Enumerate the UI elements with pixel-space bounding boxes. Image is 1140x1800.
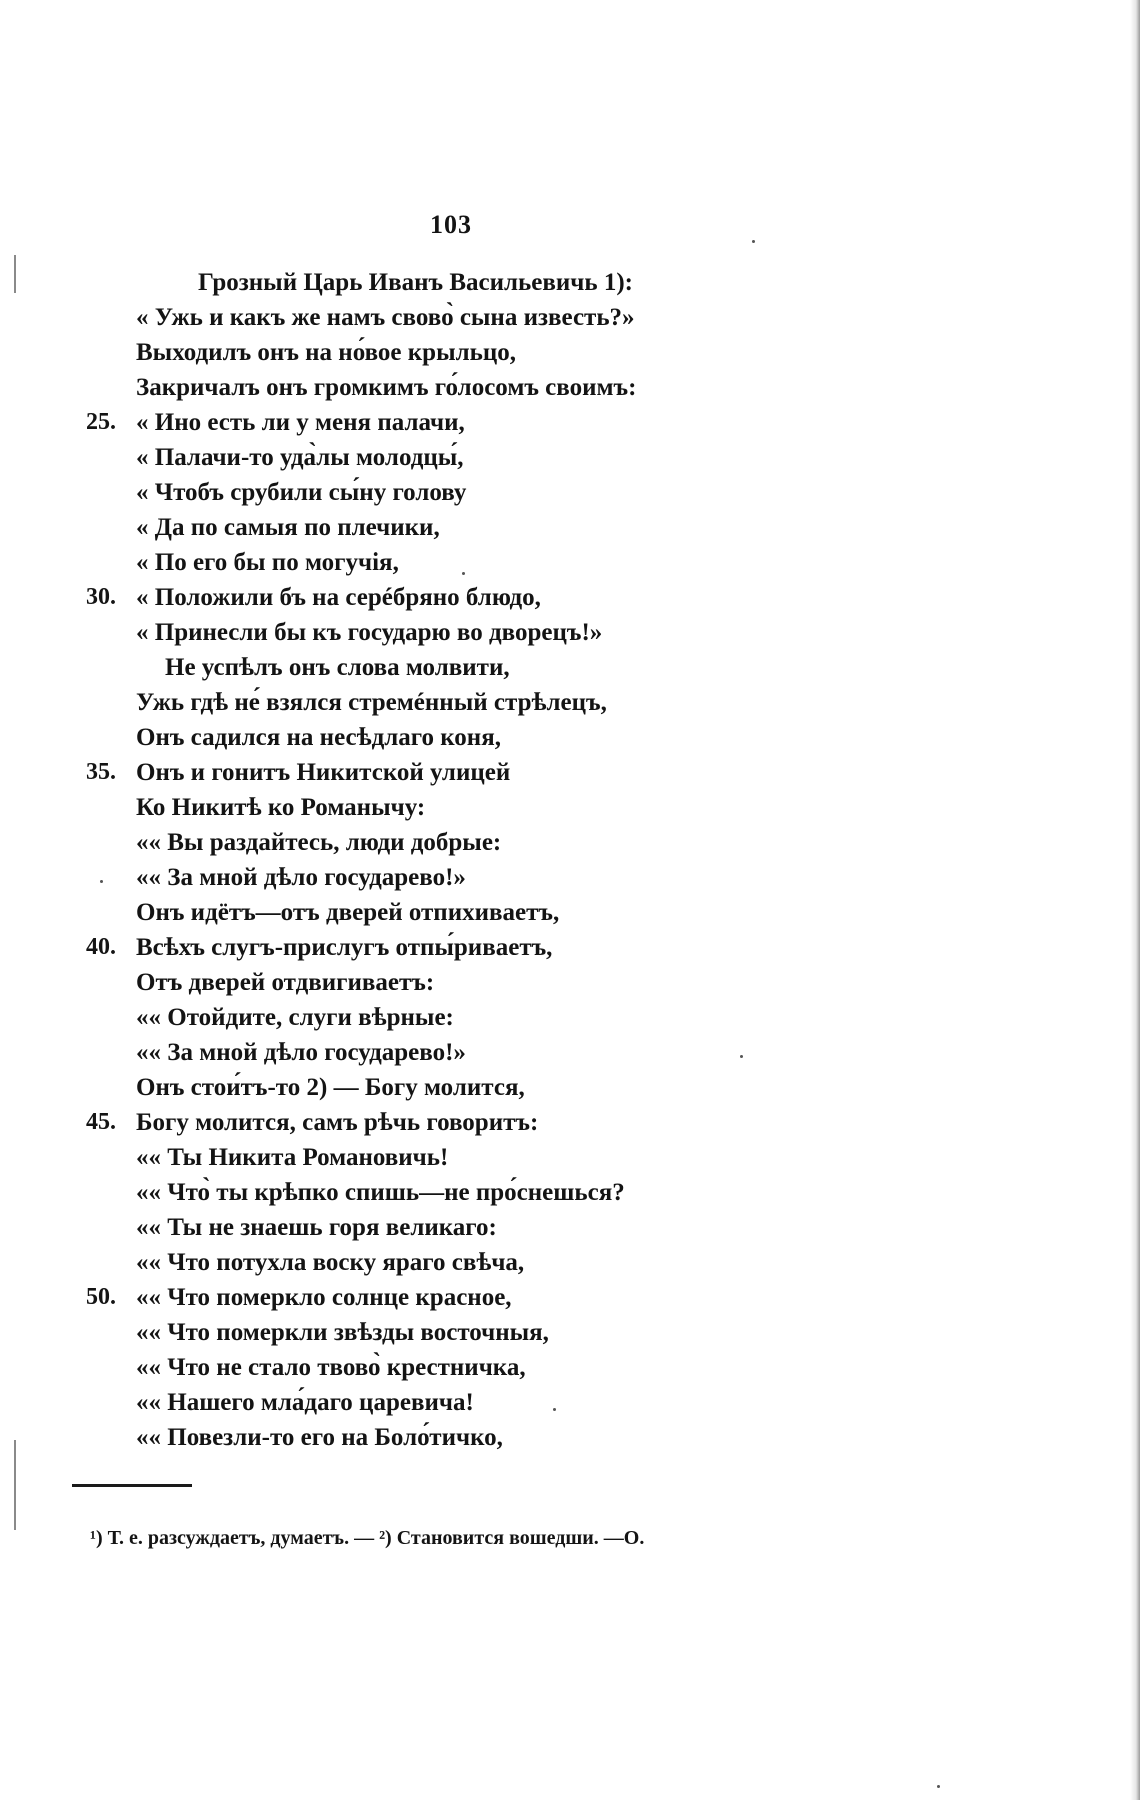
verse-line [0,440,1140,475]
verse-line [0,1280,1140,1315]
line-text: «« За мной дѣло государево!» [136,1039,466,1066]
line-number: 35. [86,759,116,785]
line-text: Грозный Царь Иванъ Васильевичь 1): [198,269,633,296]
verse-line [0,1420,1140,1455]
line-number: 50. [86,1284,116,1310]
verse-line [0,825,1140,860]
verse-line [0,265,1140,300]
verse-line [0,545,1140,580]
verse-line [0,335,1140,370]
line-text: Онъ идётъ—отъ дверей отпихиваетъ, [136,899,560,926]
verse-line [0,1245,1140,1280]
line-text: Онъ садился на несѣдлаго коня, [136,724,501,751]
poem-body [0,265,1140,1455]
line-text: « Принесли бы къ государю во дворецъ!» [136,619,603,646]
verse-line [0,405,1140,440]
line-text: Богу молится, самъ рѣчь говоритъ: [136,1109,539,1136]
line-text: «« Что померкли звѣзды восточныя, [136,1319,549,1346]
line-text: « Ино есть ли у меня палачи, [136,409,465,436]
line-text: Онъ стои́тъ-то 2) — Богу молится, [136,1074,525,1101]
verse-line [0,1000,1140,1035]
verse-line [0,860,1140,895]
line-text: «« Нашего мла́даго царевича! [136,1389,474,1416]
verse-line [0,720,1140,755]
line-text: « Ужь и какъ же намъ свово̀ сына известь?» [136,304,635,331]
line-text: «« За мной дѣло государево!» [136,864,466,891]
verse-line [0,1175,1140,1210]
line-text: « По его бы по могучія, [136,549,399,576]
line-text: «« Вы раздайтесь, люди добрые: [136,829,502,856]
line-number: 25. [86,409,116,435]
line-text: Закричалъ онъ громкимъ го́лосомъ своимъ: [136,374,637,401]
line-text: «« Что померкло солнце красное, [136,1284,512,1311]
line-text: « Да по самыя по плечики, [136,514,440,541]
line-text: « Положили бъ на серéбряно блюдо, [136,584,541,611]
line-text: «« Что не стало твово̀ крестничка, [136,1354,526,1381]
verse-line [0,685,1140,720]
page-number: 103 [430,210,472,239]
line-text: Ужь гдѣ не́ взялся стремéнный стрѣлецъ, [136,689,607,716]
verse-line [0,1315,1140,1350]
verse-line [0,580,1140,615]
verse-line [0,1385,1140,1420]
line-text: Не успѣлъ онъ слова молвити, [165,654,510,681]
verse-line [0,965,1140,1000]
verse-line [0,615,1140,650]
line-text: «« Отойдите, слуги вѣрные: [136,1004,454,1031]
line-text: « Палачи-то уда̀лы молодцы́, [136,444,464,471]
line-text: «« Повезли-то его на Боло́тичко, [136,1424,503,1451]
line-text: Онъ и гонитъ Никитской улицей [136,759,511,786]
verse-line [0,1070,1140,1105]
verse-line [0,1210,1140,1245]
line-text: Ко Никитѣ ко Романычу: [136,794,426,821]
verse-line [0,895,1140,930]
footnote: ¹) Т. е. разсуждаетъ, думаетъ. — ²) Становится вошедши. —О. [90,1527,645,1549]
line-text: « Чтобъ срубили сы́ну голову [136,479,467,506]
line-text: «« Ты Никита Романовичь! [136,1144,449,1171]
line-number: 30. [86,584,116,610]
verse-line [0,790,1140,825]
verse-line [0,1035,1140,1070]
line-text: Всѣхъ слугъ-прислугъ отпы́риваетъ, [136,934,553,961]
line-text: «« Что̀ ты крѣпко спишь—не про́снешься? [136,1179,625,1206]
verse-line [0,755,1140,790]
verse-line [0,930,1140,965]
verse-line [0,1350,1140,1385]
print-speck [937,1785,940,1788]
verse-line [0,650,1140,685]
line-text: «« Что потухла воску яраго свѣча, [136,1249,525,1276]
line-number: 40. [86,934,116,960]
verse-line [0,1140,1140,1175]
line-text: Выходилъ онъ на но́вое крыльцо, [136,339,516,366]
line-text: Отъ дверей отдвигиваетъ: [136,969,435,996]
verse-line [0,300,1140,335]
print-speck [752,240,755,243]
verse-line [0,510,1140,545]
verse-line [0,475,1140,510]
verse-line [0,370,1140,405]
line-number: 45. [86,1109,116,1135]
line-text: «« Ты не знаешь горя великаго: [136,1214,497,1241]
verse-line [0,1105,1140,1140]
footnote-separator [72,1484,192,1487]
